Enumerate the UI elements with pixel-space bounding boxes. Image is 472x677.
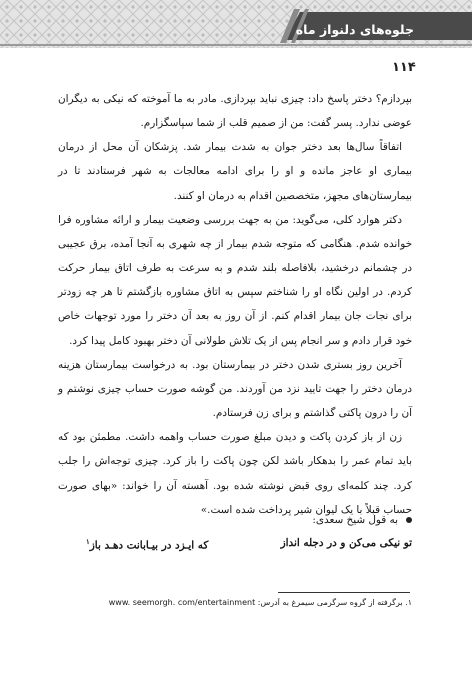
page-header [0,0,472,48]
page-number: ۱۱۴ [392,60,416,75]
paragraph: آخرین روز بستری شدن دختر در بیمارستان بود. به درخواست بیمارستان هزینه درمان دختر را جهت تایید نزد من آوردند. من گوشه صورت حساب چیزی نوشتم و آن را درون پاکتی گذاشتم و برای زن فرستادم. [58,358,412,420]
footnote-marker: ۱ [86,537,90,546]
footnote: ۱. برگرفته از گروه سرگرمی سیمرغ به آدرس: www. seemorgh. com/entertainment [108,598,412,607]
running-header-title: جلوه‌های دلنواز ماه [295,22,414,37]
footnote-divider [278,592,410,593]
bullet-text: به قول شیخ سعدی: [312,514,398,526]
main-text [58,87,412,522]
verse-hemistich-second [86,537,208,551]
bullet-dot-icon [406,517,412,523]
paragraph: بپردازم؟ دختر پاسخ داد: چیزی نباید بپردازی. مادر به ما آموخته که نیکی به دیگران عوضی ندارد. پسر گفت: من از صمیم قلب از شما سپاسگزارم. [58,93,412,130]
paragraph: زن از باز کردن پاکت و دیدن مبلغ صورت حساب واهمه داشت. مطمئن بود که باید تمام عمر را بدهکار باشد لکن چون پاکت را باز کرد. چیزی توجه‌اش را جلب کرد. چند کلمه‌ای روی قبض نوشته شده بود. آهسته آن را خواند: «بهای صورت حساب قبلاً با یک لیوان شیر پرداخت شده است.» [58,431,412,516]
bullet-item [312,514,412,526]
paragraph: دکتر هوارد کلی، می‌گوید: من به جهت بررسی وضعیت بیمار و ارائه مشاوره فرا خوانده شدم. هنگامی که متوجه شدم بیمار از چه شهری به آنجا آمده، برق عجیبی در چشمانم درخشید، بلافاصله بلند شدم و به سرعت به طرف اتاق بیمار حرکت کردم. در اولین نگاه او را شناختم سپس به اتاق مشاوره بازگشتم تا هر چه زودتر برای نجات جان بیمار اقدام کنم. از آن روز به بعد آن دختر را مورد توجهات خاص خود قرار دادم و سر انجام پس از یک تلاش طولانی آن دختر بهبود کامل پیدا کرد. [58,213,412,347]
verse-text: که ایـزد در بیـابانت دهـد باز [89,539,209,552]
verse-hemistich-first: تو نیکی می‌کن و در دجله انداز [280,537,412,549]
paragraph: اتفاقاً سال‌ها بعد دختر جوان به شدت بیمار شد. پزشکان آن محل از درمان بیماری او عاجز مانده و او را برای ادامه معالجات به شهر فرستادند تا در بیمارستان‌های مجهز، متخصصین اقدام به درمان او کنند. [58,141,412,202]
